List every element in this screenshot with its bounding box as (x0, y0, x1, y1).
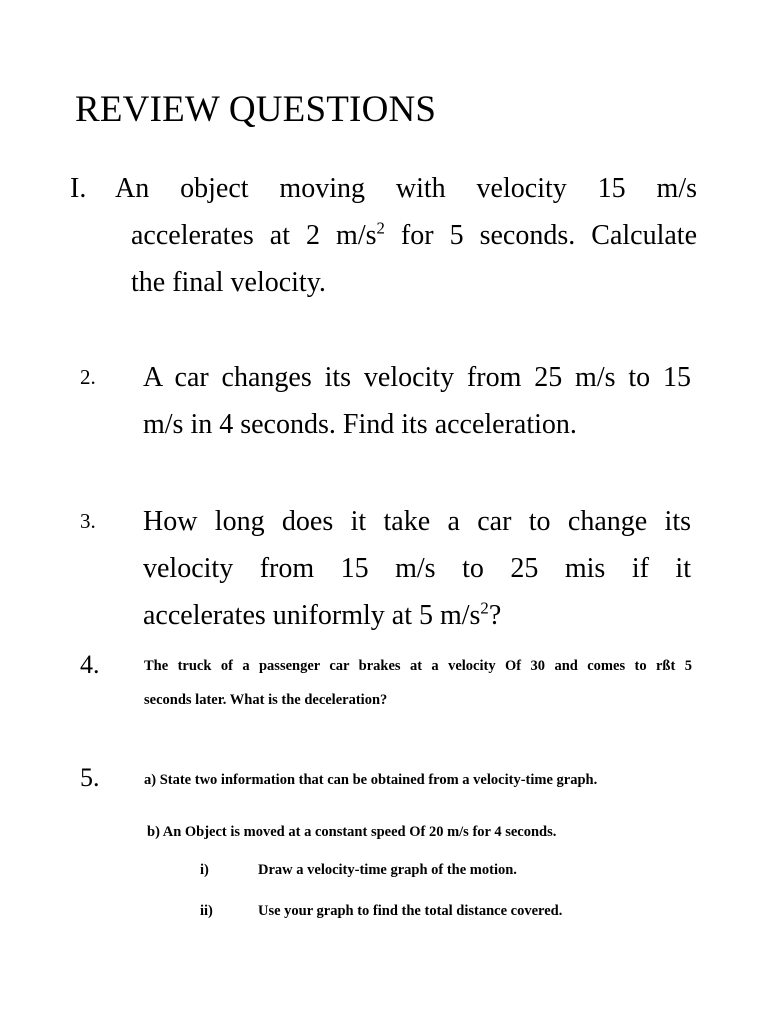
sub-item-text: Draw a velocity-time graph of the motion. (258, 862, 517, 878)
question-3-line-3-text: accelerates uniformly at 5 m/s (143, 600, 481, 631)
question-1-line-1: An object moving with velocity 15 m/s (115, 173, 697, 204)
question-1-line-2-text: accelerates at 2 m/s (131, 220, 377, 251)
question-4-line-1: The truck of a passenger car brakes at a velocity Of 30 and comes to rßt 5 (144, 658, 692, 674)
question-5-part-a: a) State two information that can be obtained from a velocity-time graph. (144, 772, 598, 788)
question-3-line-2: velocity from 15 m/s to 25 mis if it (143, 553, 691, 584)
superscript: 2 (376, 218, 385, 238)
sub-item-text: Use your graph to find the total distance covered. (258, 903, 563, 919)
question-3-line-3-text-b: ? (488, 600, 502, 631)
question-3-line-1: How long does it take a car to change its (143, 506, 691, 537)
question-1-line-2-text-b: for 5 seconds. Calculate (384, 220, 697, 251)
question-5-number: 5. (80, 763, 100, 792)
question-1-line-3: the final velocity. (131, 267, 326, 298)
sub-item-label: i) (200, 862, 209, 878)
question-2-line-2: m/s in 4 seconds. Find its acceleration. (143, 409, 577, 440)
question-5-part-b: b) An Object is moved at a constant speed Of 20 m/s for 4 seconds. (147, 824, 557, 840)
question-3-line-3 (143, 592, 501, 639)
question-2-number: 2. (80, 365, 96, 389)
question-3-number: 3. (80, 509, 96, 533)
sub-item-label: ii) (200, 903, 213, 919)
page-title: REVIEW QUESTIONS (75, 89, 437, 130)
question-1-number: I. (70, 173, 87, 204)
question-4-line-2: seconds later. What is the deceleration? (144, 692, 388, 708)
question-2-line-1: A car changes its velocity from 25 m/s to 15 (143, 362, 691, 393)
superscript: 2 (480, 598, 489, 618)
question-4-number: 4. (80, 650, 100, 679)
question-1-line-2 (131, 212, 697, 259)
